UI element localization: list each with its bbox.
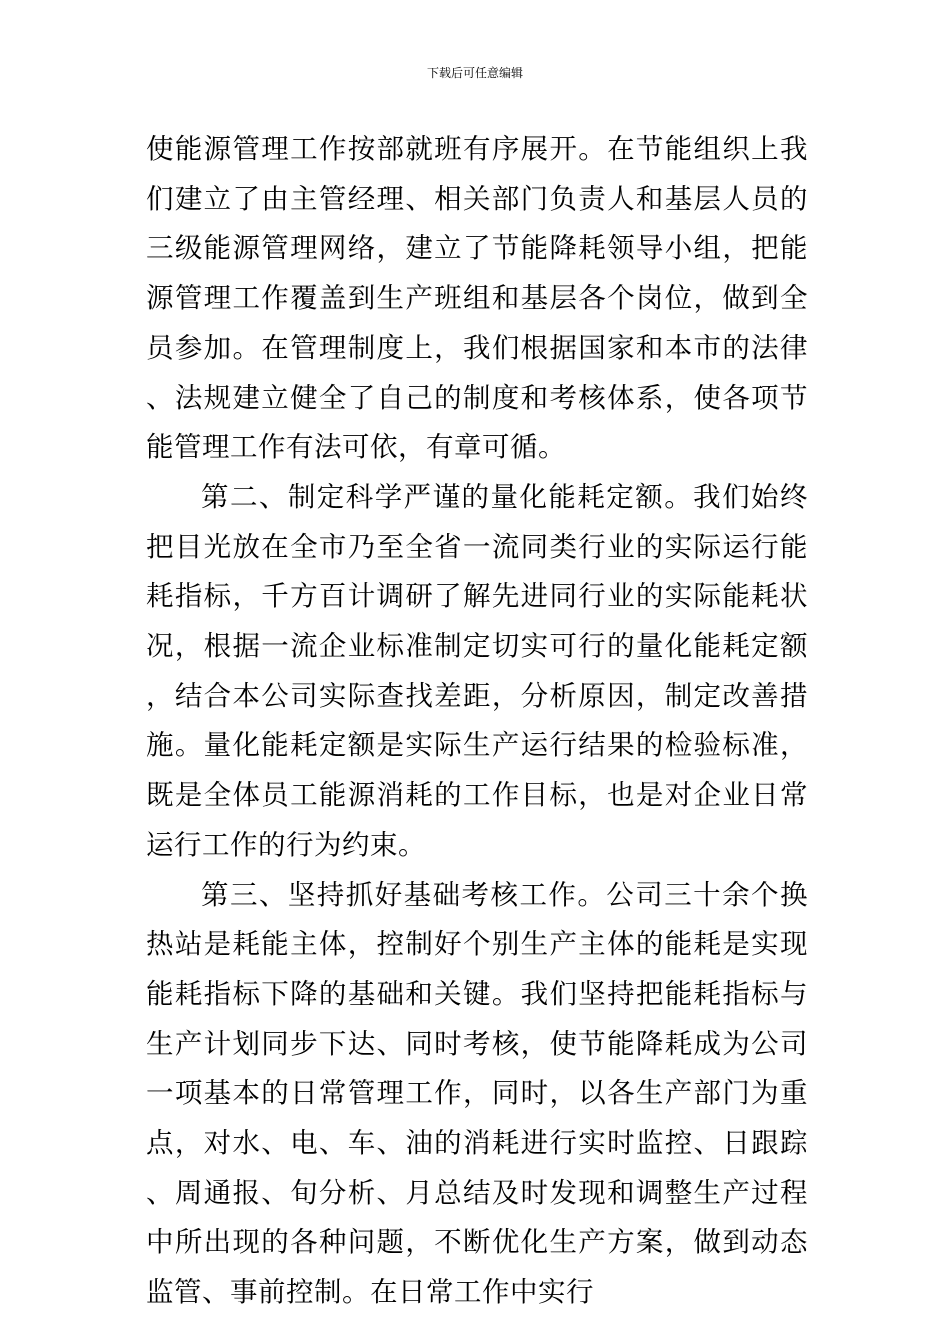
paragraph-second-point: 第二、制定科学严谨的量化能耗定额。我们始终把目光放在全市乃至全省一流同类行业的实际运行能耗指标，千方百计调研了解先进同行业的实际能耗状况，根据一流企业标准制定切实可行的量化能耗定额，结合本公司实际查找差距，分析原因，制定改善措施。量化能耗定额是实际生产运行结果的检验标准，既是全体员工能源消耗的工作目标，也是对企业日常运行工作的行为约束。	[146, 480, 808, 861]
document-body	[146, 125, 808, 1318]
paragraph-third-point: 第三、坚持抓好基础考核工作。公司三十余个换热站是耗能主体，控制好个别生产主体的能耗是实现能耗指标下降的基础和关键。我们坚持把能耗指标与生产计划同步下达、同时考核，使节能降耗成为公司一项基本的日常管理工作，同时，以各生产部门为重点，对水、电、车、油的消耗进行实时监控、日跟踪、周通报、旬分析、月总结及时发现和调整生产过程中所出现的各种问题，不断优化生产方案，做到动态监管、事前控制。在日常工作中实行	[146, 878, 808, 1309]
page-header: 下载后可任意编辑	[426, 66, 523, 80]
paragraph-continuation: 使能源管理工作按部就班有序展开。在节能组织上我们建立了由主管经理、相关部门负责人和基层人员的三级能源管理网络，建立了节能降耗领导小组，把能源管理工作覆盖到生产班组和基层各个岗位，做到全员参加。在管理制度上，我们根据国家和本市的法律、法规建立健全了自己的制度和考核体系，使各项节能管理工作有法可依，有章可循。	[146, 133, 808, 464]
